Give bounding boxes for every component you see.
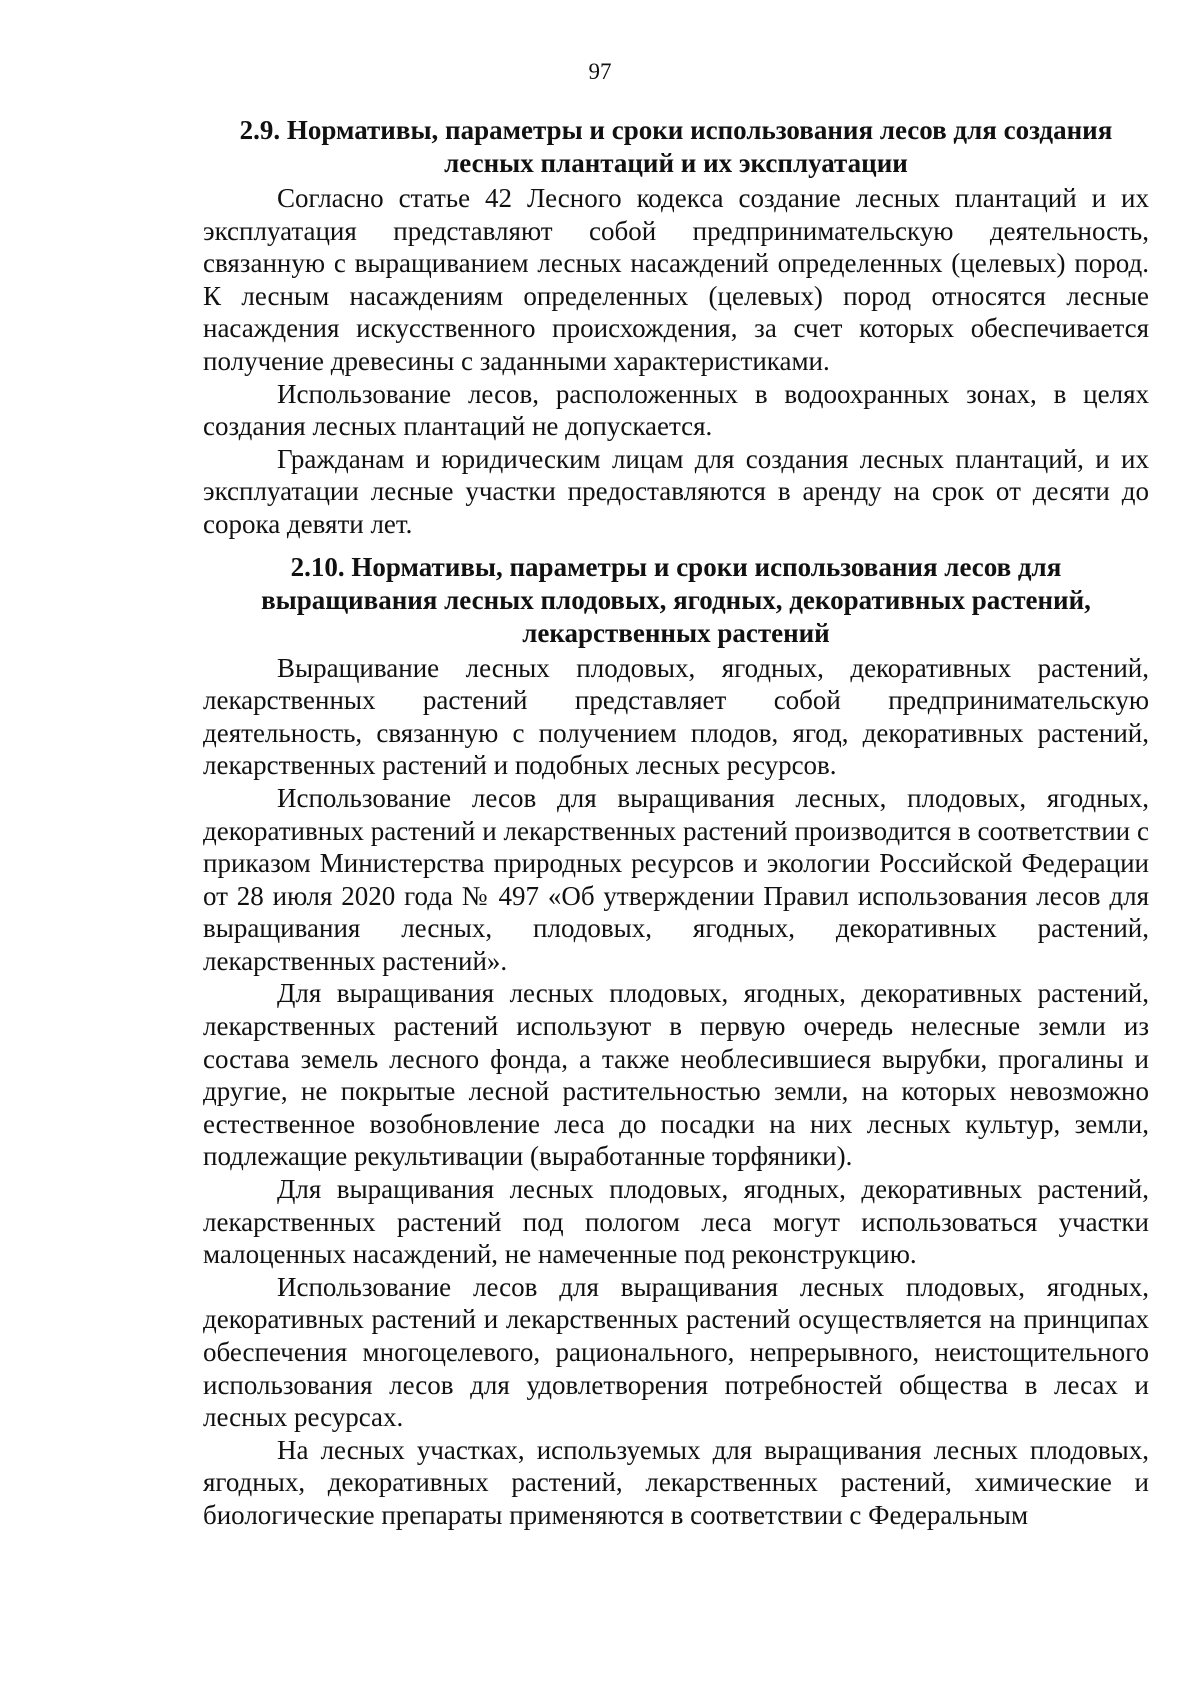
paragraph: Использование лесов для выращивания лесных плодовых, ягодных, декоративных растений и лекарственных растений осуществляется на принципах обеспечения многоцелевого, рационального, непрерывного, неистощительного использования лесов для удовлетворения потребностей общества в лесах и лесных ресурсах. (203, 1271, 1149, 1433)
paragraph: Выращивание лесных плодовых, ягодных, декоративных растений, лекарственных растений представляет собой предпринимательскую деятельность, связанную с получением плодов, ягод, декоративных растений, лекарственных растений и подобных лесных ресурсов. (203, 652, 1149, 781)
paragraph: На лесных участках, используемых для выращивания лесных плодовых, ягодных, декоративных растений, лекарственных растений, химические и биологические препараты применяются в соответствии с Федеральным (203, 1434, 1149, 1530)
page-number: 97 (588, 59, 612, 84)
document-body (203, 114, 1149, 1532)
paragraph: Гражданам и юридическим лицам для создания лесных плантаций, и их эксплуатации лесные участки предоставляются в аренду на срок от десяти до сорока девяти лет. (203, 443, 1149, 539)
paragraph: Для выращивания лесных плодовых, ягодных, декоративных растений, лекарственных растений под пологом леса могут использоваться участки малоценных насаждений, не намеченные под реконструкцию. (203, 1174, 1149, 1270)
paragraph: Для выращивания лесных плодовых, ягодных, декоративных растений, лекарственных растений используют в первую очередь нелесные земли из состава земель лесного фонда, а также необлесившиеся вырубки, прогалины и другие, не покрытые лесной растительностью земли, на которых невозможно естественное возобновление леса до посадки на них лесных культур, земли, подлежащие рекультивации (выработанные торфяники). (203, 978, 1149, 1172)
section-heading-2-10: 2.10. Нормативы, параметры и сроки использования лесов для выращивания лесных плодовых, ягодных, декоративных растений, лекарственных растений (261, 551, 1091, 648)
section-heading-2-9: 2.9. Нормативы, параметры и сроки использования лесов для создания лесных плантаций и их эксплуатации (239, 115, 1113, 178)
paragraph: Использование лесов, расположенных в водоохранных зонах, в целях создания лесных плантаций не допускается. (203, 378, 1149, 442)
paragraph: Согласно статье 42 Лесного кодекса создание лесных плантаций и их эксплуатация представляют собой предпринимательскую деятельность, связанную с выращиванием лесных насаждений определенных (целевых) пород. К лесным насаждениям определенных (целевых) пород относятся лесные насаждения искусственного происхождения, за счет которых обеспечивается получение древесины с заданными характеристиками. (203, 183, 1149, 376)
paragraph: Использование лесов для выращивания лесных, плодовых, ягодных, декоративных растений и лекарственных растений производится в соответствии с приказом Министерства природных ресурсов и экологии Российской Федерации от 28 июля 2020 года № 497 «Об утверждении Правил использования лесов для выращивания лесных, плодовых, ягодных, декоративных растений, лекарственных растений». (203, 782, 1149, 976)
